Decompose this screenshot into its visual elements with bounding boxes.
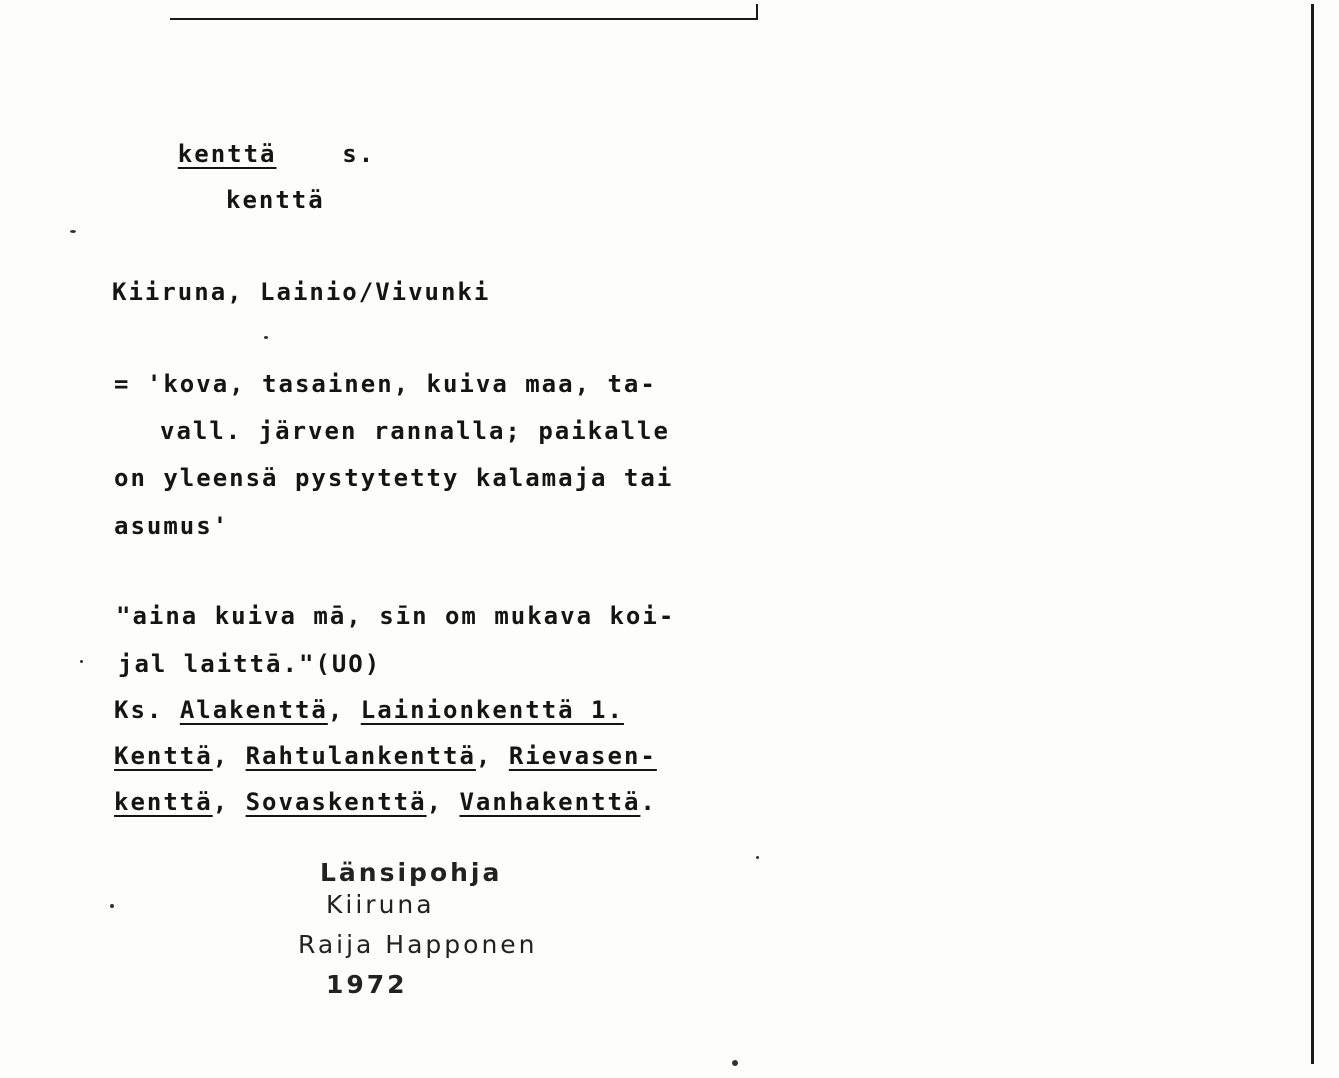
definition-line-3: on yleensä pystytetty kalamaja tai	[114, 464, 674, 492]
see-also-separator: ,	[426, 788, 444, 816]
location: Kiiruna, Lainio/Vivunki	[112, 278, 491, 306]
see-also-ref: Lainionkenttä 1.	[360, 696, 624, 724]
see-also-ref: kenttä	[114, 788, 213, 816]
scan-speck	[732, 1060, 738, 1066]
headword: kenttä	[177, 140, 277, 168]
scan-speck	[70, 230, 76, 233]
card-right-edge	[1311, 4, 1314, 1064]
see-also-separator: ,	[212, 742, 230, 770]
headword-row	[112, 112, 375, 196]
see-also-ref: Vanhakenttä	[459, 788, 641, 816]
see-also-ref: Rahtulankenttä	[245, 742, 476, 770]
definition-line-1: = 'kova, tasainen, kuiva maa, ta-	[114, 370, 657, 398]
see-also-end: .	[640, 788, 657, 816]
stamp-place: Kiiruna	[326, 890, 435, 919]
example-line-1: "aina kuiva mā, sīn om mukava koi-	[116, 602, 676, 630]
stamp-region: Länsipohja	[320, 858, 503, 887]
scan-speck	[80, 660, 83, 663]
see-also-separator: ,	[212, 788, 230, 816]
definition-line-4: asumus'	[114, 512, 230, 540]
see-also-ref: Kenttä	[114, 742, 213, 770]
scan-speck	[110, 904, 114, 908]
see-also-line-2	[114, 742, 657, 770]
card-top-edge	[170, 18, 758, 20]
see-also-separator: ,	[475, 742, 493, 770]
see-also-line-3	[114, 788, 657, 816]
see-also-ref: Alakenttä	[179, 696, 328, 724]
scan-speck	[264, 336, 268, 339]
see-also-line-1	[114, 696, 624, 724]
example-line-2: jal laittā."(UO)	[118, 650, 382, 678]
definition-line-2: vall. järven rannalla; paikalle	[160, 417, 670, 445]
see-also-ref: Rievasen-	[508, 742, 657, 770]
see-also-prefix: Ks.	[114, 696, 164, 724]
see-also-separator: ,	[327, 696, 345, 724]
scan-speck	[756, 856, 759, 859]
stamp-year: 1972	[326, 970, 408, 999]
word-form: kenttä	[226, 186, 325, 214]
see-also-ref: Sovaskenttä	[245, 788, 427, 816]
stamp-collector: Raija Happonen	[298, 930, 538, 959]
card-top-edge-tick	[756, 4, 758, 19]
part-of-speech: s.	[342, 140, 376, 168]
